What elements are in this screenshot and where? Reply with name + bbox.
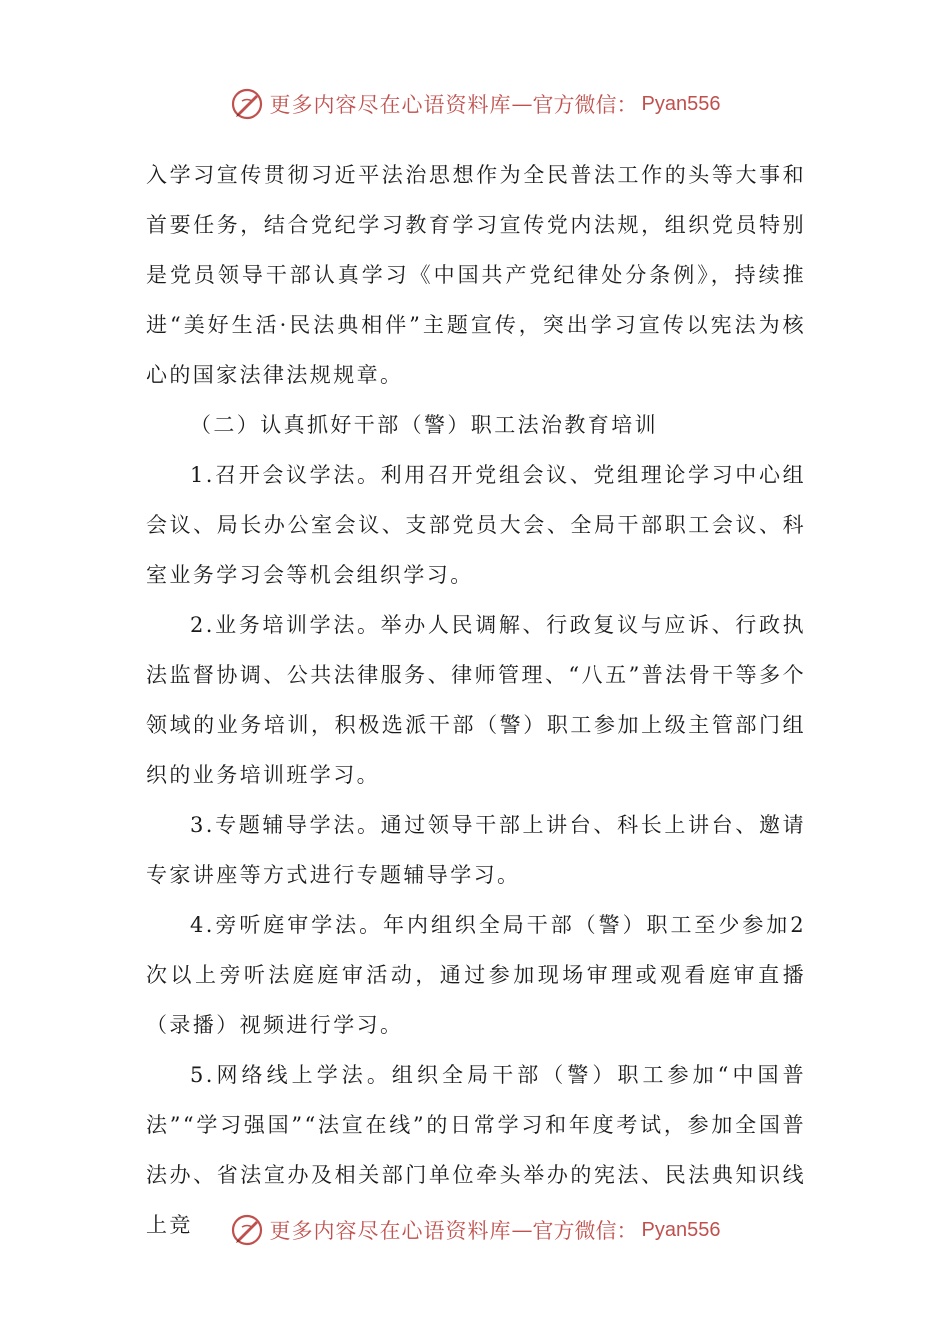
paragraph-item-5: 5.网络线上学法。组织全局干部（警）职工参加“中国普法”“学习强国”“法宣在线”的日常学习和年度考试，参加全国普法办、省法宣办及相关部门单位牵头举办的宪法、民法典知识线上竞 [146,1063,806,1237]
section-heading: （二）认真抓好干部（警）职工法治教育培训 [190,413,658,437]
pen-logo-icon [230,87,264,121]
watermark-wechat-id: Pyan556 [641,1218,721,1241]
watermark-separator: — [511,92,533,116]
watermark-wechat-label: 官方微信： [532,93,638,117]
watermark-separator: — [511,1218,533,1242]
paragraph-item-3: 3.专题辅导学法。通过领导干部上讲台、科长上讲台、邀请专家讲座等方式进行专题辅导学习。 [146,813,806,887]
watermark-wechat-label: 官方微信： [532,1219,638,1243]
watermark-main-text: 更多内容尽在心语资料库 [269,1219,512,1243]
watermark-main-text: 更多内容尽在心语资料库 [269,93,512,117]
header-watermark [0,84,950,124]
paragraph-item-2: 2.业务培训学法。举办人民调解、行政复议与应诉、行政执法监督协调、公共法律服务、律师管理、“八五”普法骨干等多个领域的业务培训，积极选派干部（警）职工参加上级主管部门组织的业务培训班学习。 [146,613,806,787]
document-body [146,150,806,1250]
watermark-wechat-id: Pyan556 [641,92,721,115]
paragraph-item-4: 4.旁听庭审学法。年内组织全局干部（警）职工至少参加2次以上旁听法庭庭审活动，通过参加现场审理或观看庭审直播（录播）视频进行学习。 [146,913,806,1037]
paragraph-continuation: 入学习宣传贯彻习近平法治思想作为全民普法工作的头等大事和首要任务，结合党纪学习教育学习宣传党内法规，组织党员特别是党员领导干部认真学习《中国共产党纪律处分条例》，持续推进“美好生活·民法典相伴”主题宣传，突出学习宣传以宪法为核心的国家法律法规规章。 [146,163,806,387]
paragraph-item-1: 1.召开会议学法。利用召开党组会议、党组理论学习中心组会议、局长办公室会议、支部党员大会、全局干部职工会议、科室业务学习会等机会组织学习。 [146,463,806,587]
footer-watermark [0,1210,950,1250]
pen-logo-icon [230,1213,264,1247]
